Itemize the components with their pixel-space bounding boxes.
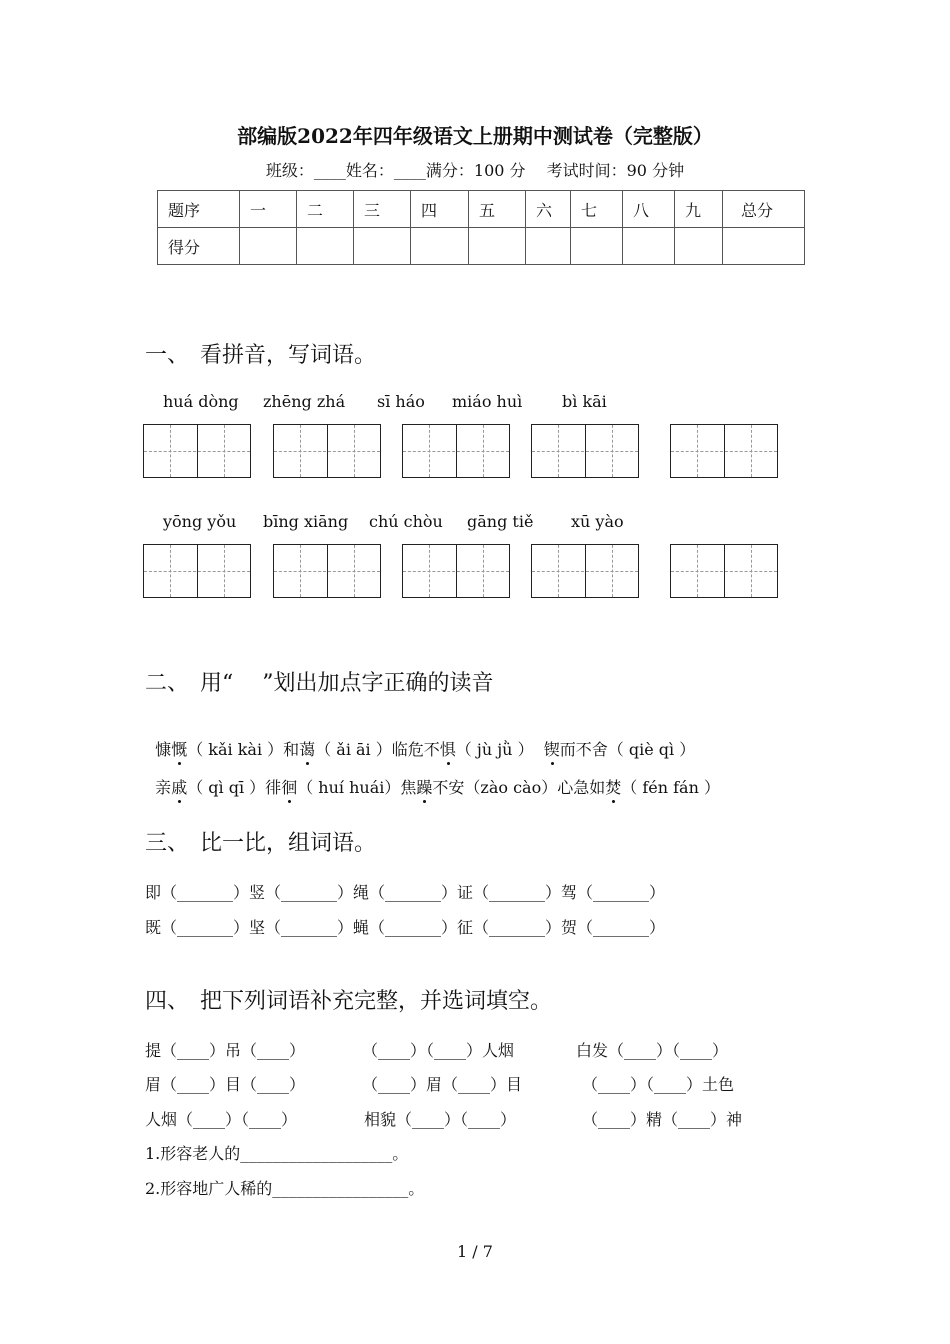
pinyin-label: yōng yǒu	[163, 512, 237, 531]
dotted-char: 惧	[440, 737, 456, 760]
idiom-fill[interactable]: （____）眉（____）目	[362, 1075, 523, 1094]
idiom-fill[interactable]: （____）（____）土色	[582, 1075, 735, 1094]
pinyin-label: xū yào	[571, 512, 624, 531]
writing-grid[interactable]	[402, 544, 510, 598]
pinyin-options[interactable]: （ kǎi kài ）和	[187, 740, 300, 759]
score-entry-cell[interactable]	[526, 228, 571, 265]
dotted-char: 锲	[544, 737, 560, 760]
score-table-score-row	[158, 228, 805, 265]
score-entry-cell[interactable]	[297, 228, 354, 265]
writing-grid[interactable]	[670, 544, 778, 598]
dotted-char: 徊	[281, 775, 297, 798]
score-entry-cell[interactable]	[469, 228, 526, 265]
dotted-char: 慨	[171, 737, 187, 760]
dotted-char: 躁	[416, 775, 432, 798]
score-table-header-row	[158, 191, 805, 228]
writing-grid[interactable]	[402, 424, 510, 478]
writing-grid[interactable]	[273, 424, 381, 478]
section1-heading: 一、 看拼音，写词语。	[145, 343, 377, 368]
pinyin-options[interactable]: （ huí huái）焦	[297, 778, 417, 797]
score-entry-cell[interactable]	[354, 228, 411, 265]
idiom-fill[interactable]: 白发（____）（____）	[576, 1041, 729, 1060]
score-entry-cell[interactable]	[675, 228, 723, 265]
pinyin-options[interactable]: （ ǎi āi ）临危不	[315, 740, 440, 759]
pinyin-label: gāng tiě	[467, 512, 534, 531]
writing-grid[interactable]	[273, 544, 381, 598]
pinyin-label: miáo huì	[452, 392, 523, 411]
pinyin-label: bì kāi	[562, 392, 607, 411]
table-cell: 一	[240, 191, 297, 228]
table-cell: 九	[675, 191, 723, 228]
reading-line-2	[145, 756, 720, 798]
table-cell: 二	[297, 191, 354, 228]
compare-words-line-2[interactable]: 既（_______）坚（_______）蝇（_______）征（_______）贺（_______）	[145, 918, 666, 937]
writing-grid[interactable]	[143, 424, 251, 478]
table-cell: 四	[411, 191, 469, 228]
pinyin-label: bīng xiāng	[263, 512, 349, 531]
score-entry-cell[interactable]	[623, 228, 675, 265]
pinyin-options[interactable]: 不安（zào cào）心急如	[432, 778, 606, 797]
writing-grid[interactable]	[670, 424, 778, 478]
score-entry-cell[interactable]	[571, 228, 623, 265]
score-table	[157, 190, 805, 265]
exam-meta-line: 班级：____姓名：____满分：100 分 考试时间：90 分钟	[265, 161, 685, 180]
reading-line-1	[145, 718, 695, 760]
score-entry-cell[interactable]	[411, 228, 469, 265]
idiom-fill[interactable]: （____）（____）人烟	[362, 1041, 515, 1060]
dotted-char: 焚	[605, 775, 621, 798]
idiom-fill[interactable]: 眉（____）目（____）	[145, 1075, 306, 1094]
section2-heading: 二、 用“ ”划出加点字正确的读音	[145, 671, 494, 696]
table-cell: 总分	[723, 191, 805, 228]
idiom-fill[interactable]: 人烟（____）（____）	[145, 1110, 298, 1129]
pinyin-label: sī háo	[377, 392, 425, 411]
score-entry-cell[interactable]	[723, 228, 805, 265]
dotted-char: 戚	[171, 775, 187, 798]
table-cell: 六	[526, 191, 571, 228]
pinyin-options[interactable]: 而不舍（ qiè qì ）	[559, 740, 696, 759]
page-number: 1 / 7	[457, 1242, 493, 1261]
table-cell: 得分	[158, 228, 240, 265]
dotted-char: 蔼	[299, 737, 315, 760]
writing-grid[interactable]	[531, 544, 639, 598]
idiom-fill[interactable]: 提（____）吊（____）	[145, 1041, 306, 1060]
fill-question-2[interactable]: 2.形容地广人稀的_________________。	[145, 1179, 425, 1198]
score-entry-cell[interactable]	[240, 228, 297, 265]
table-cell: 三	[354, 191, 411, 228]
text-run: 亲	[155, 778, 172, 797]
fill-question-1[interactable]: 1.形容老人的___________________。	[145, 1144, 409, 1163]
pinyin-options[interactable]: （ jù jǜ ）	[455, 740, 544, 759]
table-cell: 题序	[158, 191, 240, 228]
table-cell: 五	[469, 191, 526, 228]
idiom-fill[interactable]: （____）精（____）神	[582, 1110, 743, 1129]
text-run: 慷	[155, 740, 172, 759]
pinyin-options[interactable]: （ qì qī ）徘	[187, 778, 282, 797]
pinyin-label: chú chòu	[369, 512, 443, 531]
pinyin-options[interactable]: （ fén fán ）	[621, 778, 720, 797]
table-cell: 七	[571, 191, 623, 228]
table-cell: 八	[623, 191, 675, 228]
pinyin-label: zhēng zhá	[263, 392, 346, 411]
section3-heading: 三、 比一比，组词语。	[145, 831, 377, 856]
compare-words-line-1[interactable]: 即（_______）竖（_______）绳（_______）证（_______）驾（_______）	[145, 883, 666, 902]
section4-heading: 四、 把下列词语补充完整，并选词填空。	[145, 989, 553, 1014]
idiom-fill[interactable]: 相貌（____）（____）	[364, 1110, 517, 1129]
writing-grid[interactable]	[143, 544, 251, 598]
pinyin-label: huá dòng	[163, 392, 239, 411]
writing-grid[interactable]	[531, 424, 639, 478]
page-title: 部编版2022年四年级语文上册期中测试卷（完整版）	[237, 124, 713, 148]
